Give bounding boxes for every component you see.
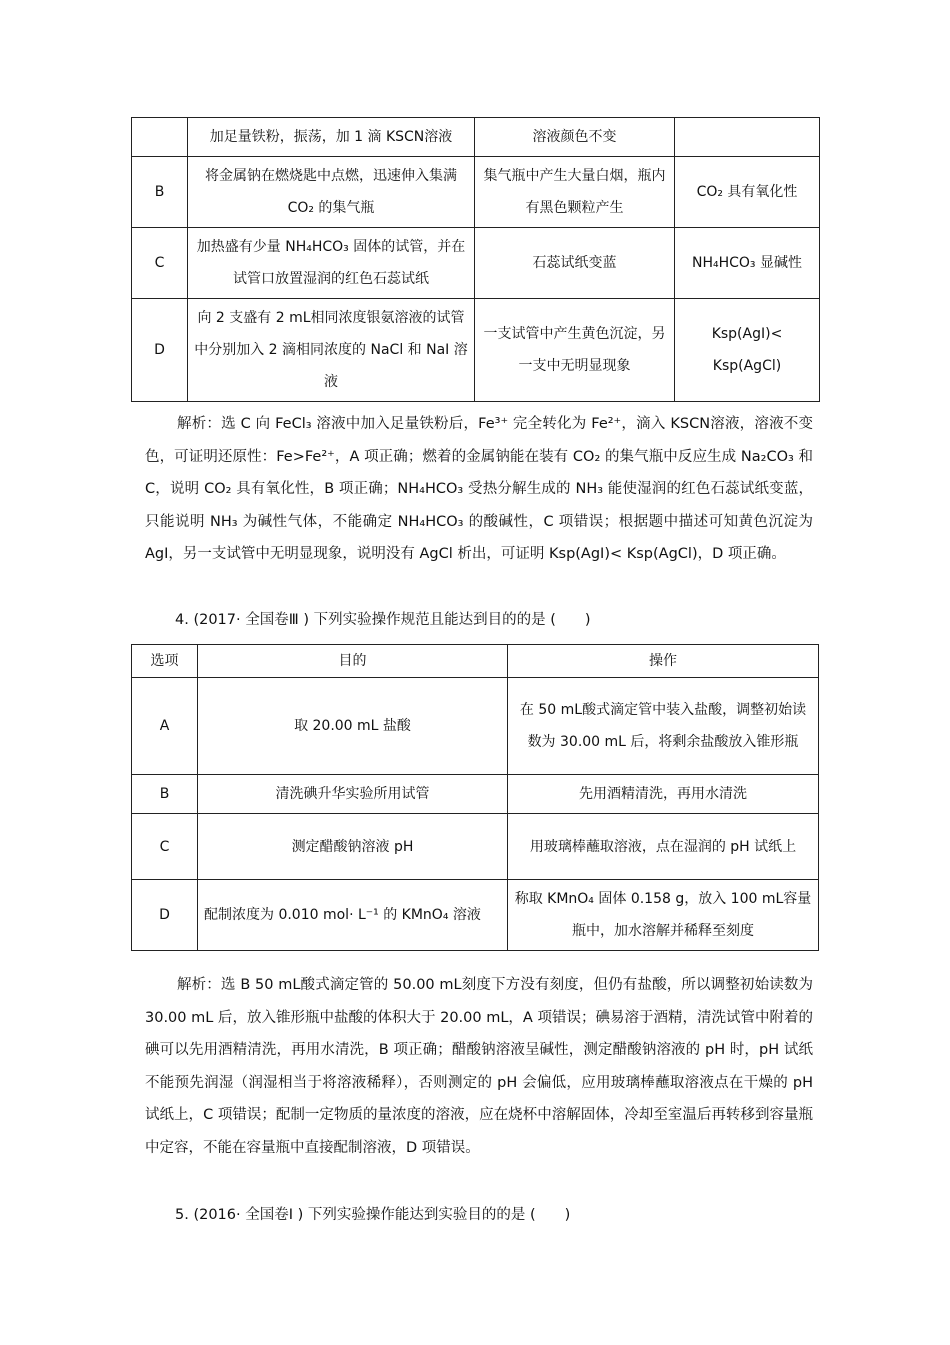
table-header-row <box>132 645 819 678</box>
option-cell: B <box>132 775 198 814</box>
option-cell: B <box>132 157 188 228</box>
table-row <box>132 228 820 299</box>
phenomenon-cell: 集气瓶中产生大量白烟，瓶内有黑色颗粒产生 <box>475 157 675 228</box>
header-goal: 目的 <box>198 645 508 678</box>
operation-cell: 称取 KMnO₄ 固体 0.158 g，放入 100 mL容量瓶中，加水溶解并稀释至刻度 <box>508 880 819 951</box>
table-row <box>132 299 820 402</box>
table-row <box>132 118 820 157</box>
phenomenon-cell: 一支试管中产生黄色沉淀，另一支中无明显现象 <box>475 299 675 402</box>
goal-cell: 清洗碘升华实验所用试管 <box>198 775 508 814</box>
conclusion-cell: CO₂ 具有氧化性 <box>675 157 820 228</box>
operation-cell: 将金属钠在燃烧匙中点燃，迅速伸入集满 CO₂ 的集气瓶 <box>188 157 475 228</box>
operation-cell: 在 50 mL酸式滴定管中装入盐酸，调整初始读数为 30.00 mL 后，将剩余盐酸放入锥形瓶 <box>508 678 819 775</box>
option-cell: D <box>132 299 188 402</box>
question-5: 5. (2016· 全国卷Ⅰ ) 下列实验操作能达到实验目的的是 ( ) <box>175 1207 571 1223</box>
phenomenon-cell: 石蕊试纸变蓝 <box>475 228 675 299</box>
experiment-table-2 <box>131 644 819 951</box>
header-option: 选项 <box>132 645 198 678</box>
header-operation: 操作 <box>508 645 819 678</box>
conclusion-cell <box>675 118 820 157</box>
operation-cell: 向 2 支盛有 2 mL相同浓度银氨溶液的试管中分别加入 2 滴相同浓度的 NaCl 和 NaI 溶液 <box>188 299 475 402</box>
option-cell: C <box>132 814 198 880</box>
table-row <box>132 678 819 775</box>
table-row <box>132 157 820 228</box>
phenomenon-cell: 溶液颜色不变 <box>475 118 675 157</box>
goal-cell: 测定醋酸钠溶液 pH <box>198 814 508 880</box>
question-4: 4. (2017· 全国卷Ⅲ ) 下列实验操作规范且能达到目的的是 ( ) <box>175 612 591 628</box>
table-row <box>132 775 819 814</box>
operation-cell: 加足量铁粉，振荡，加 1 滴 KSCN溶液 <box>188 118 475 157</box>
experiment-table-1 <box>131 117 820 402</box>
goal-cell: 配制浓度为 0.010 mol· L⁻¹ 的 KMnO₄ 溶液 <box>198 880 508 951</box>
operation-cell: 用玻璃棒蘸取溶液，点在湿润的 pH 试纸上 <box>508 814 819 880</box>
table-row <box>132 814 819 880</box>
option-cell: A <box>132 678 198 775</box>
option-cell: D <box>132 880 198 951</box>
option-cell: C <box>132 228 188 299</box>
operation-cell: 加热盛有少量 NH₄HCO₃ 固体的试管，并在试管口放置湿润的红色石蕊试纸 <box>188 228 475 299</box>
analysis-paragraph-2: 解析：选 B 50 mL酸式滴定管的 50.00 mL刻度下方没有刻度，但仍有盐酸，所以调整初始读数为 30.00 mL 后，放入锥形瓶中盐酸的体积大于 20.00 mL，A 项错误；碘易溶于酒精，清洗试管中附着的碘可以先用酒精清洗，再用水清洗，B 项正确；醋酸钠溶液呈碱性，测定醋酸钠溶液的 pH 时，pH 试纸不能预先润湿（润湿相当于将溶液稀释），否则测定的 pH 会偏低，应用玻璃棒蘸取溶液点在干燥的 pH 试纸上，C 项错误；配制一定物质的量浓度的溶液，应在烧杯中溶解固体，冷却至室温后再转移到容量瓶中定容，不能在容量瓶中直接配制溶液，D 项错误。 <box>145 977 813 1156</box>
table-row <box>132 880 819 951</box>
analysis-paragraph-1: 解析：选 C 向 FeCl₃ 溶液中加入足量铁粉后，Fe³⁺ 完全转化为 Fe²⁺，滴入 KSCN溶液，溶液不变色，可证明还原性：Fe>Fe²⁺，A 项正确；燃着的金属钠能在装有 CO₂ 的集气瓶中反应生成 Na₂CO₃ 和 C，说明 CO₂ 具有氧化性，B 项正确；NH₄HCO₃ 受热分解生成的 NH₃ 能使湿润的红色石蕊试纸变蓝，只能说明 NH₃ 为碱性气体，不能确定 NH₄HCO₃ 的酸碱性，C 项错误；根据题中描述可知黄色沉淀为 AgI，另一支试管中无明显现象，说明没有 AgCl 析出，可证明 Ksp(AgI)< Ksp(AgCl)，D 项正确。 <box>145 416 813 562</box>
conclusion-cell: NH₄HCO₃ 显碱性 <box>675 228 820 299</box>
option-cell <box>132 118 188 157</box>
conclusion-cell: Ksp(AgI)< Ksp(AgCl) <box>675 299 820 402</box>
goal-cell: 取 20.00 mL 盐酸 <box>198 678 508 775</box>
operation-cell: 先用酒精清洗，再用水清洗 <box>508 775 819 814</box>
